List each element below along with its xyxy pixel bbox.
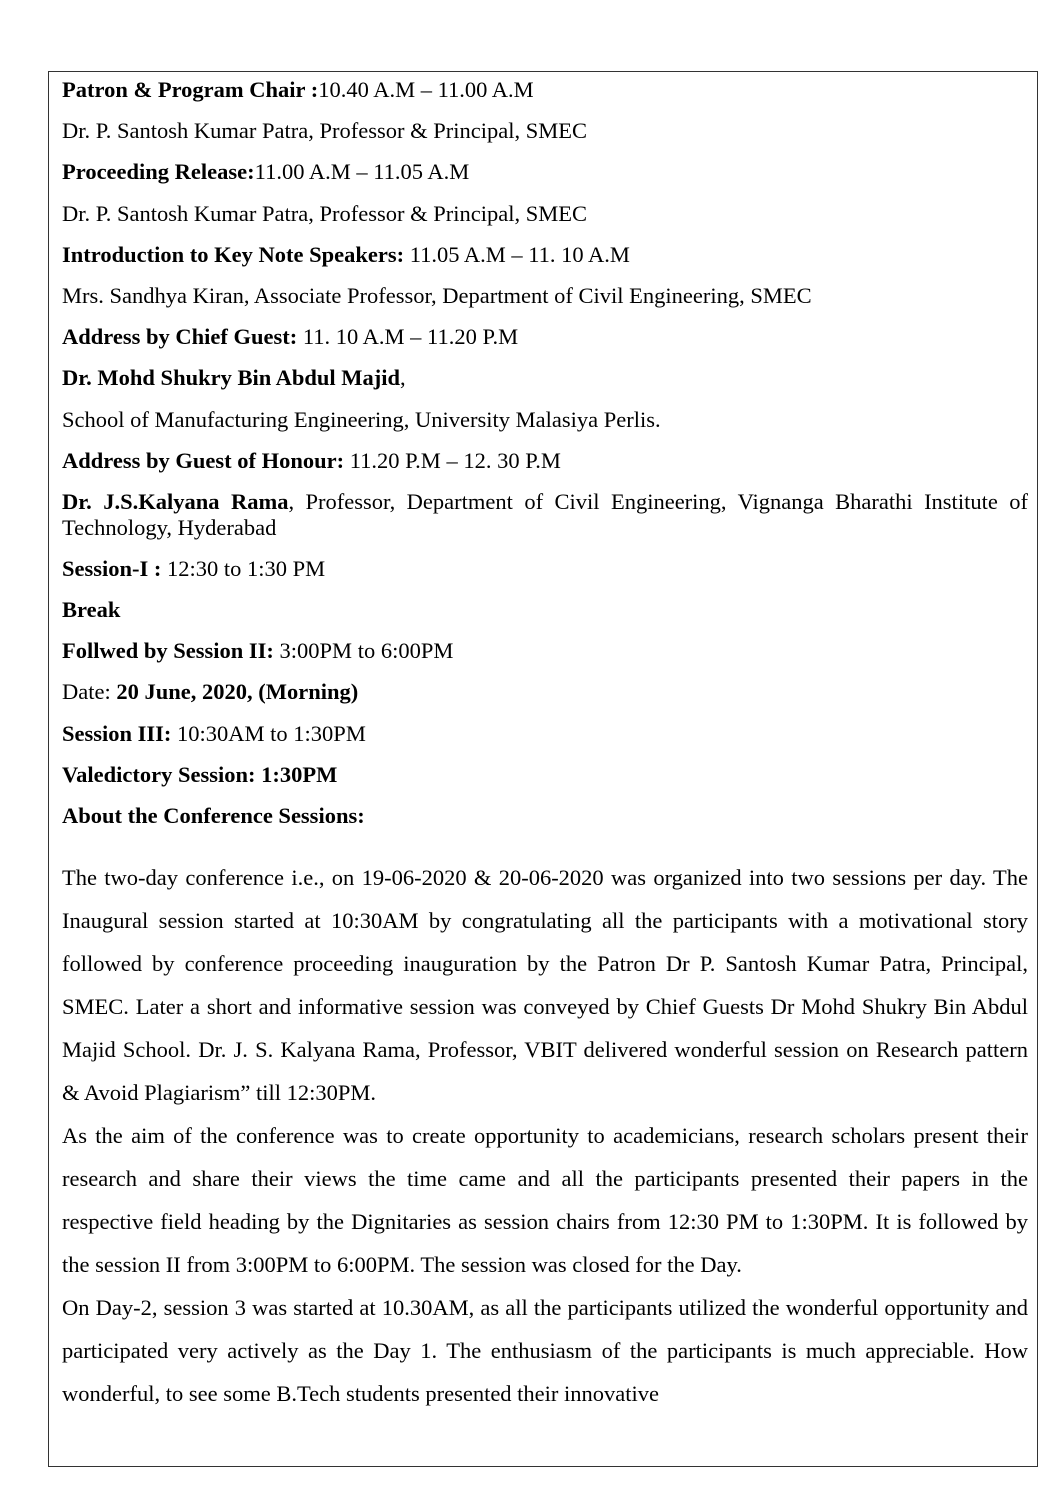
schedule-row-guest-of-honour — [62, 448, 1028, 489]
chief-guest-name-row — [62, 365, 1028, 406]
schedule-row-session-1 — [62, 556, 1028, 597]
chief-name-suffix: , — [400, 365, 406, 391]
proceeding-label: Proceeding Release: — [62, 159, 255, 185]
schedule-row-session-2 — [62, 638, 1028, 679]
session1-time: 12:30 to 1:30 PM — [161, 555, 326, 581]
schedule-row-chief-guest — [62, 324, 1028, 365]
intro-time: 11.05 A.M – 11. 10 A.M — [404, 241, 630, 267]
honour-affiliation: , Professor, Department of Civil Engineering, Vignanga Bharathi Institute of Technology, Hyderabad — [62, 488, 1028, 540]
patron-time: 10.40 A.M – 11.00 A.M — [318, 77, 534, 102]
about-paragraph-3: On Day-2, session 3 was started at 10.30AM, as all the participants utilized the wonderful opportunity and participated very actively as the Day 1. The enthusiasm of the participants is much appreciable. How wonderful, to see some B.Tech students presented their innovative — [62, 1295, 1028, 1406]
session3-label: Session III: — [62, 720, 172, 746]
honour-label: Address by Guest of Honour: — [62, 447, 345, 473]
chief-name: Dr. Mohd Shukry Bin Abdul Majid — [62, 365, 401, 391]
page-frame — [48, 71, 1038, 1467]
session1-label: Session-I : — [62, 555, 162, 581]
about-paragraph-1: The two-day conference i.e., on 19-06-2020 & 20-06-2020 was organized into two sessions per day. The Inaugural session started at 10:30AM by congratulating all the participants with a motivational story followed by conference proceeding inauguration by the Patron Dr P. Santosh Kumar Patra, Principal, SMEC. Later a short and informative session was conveyed by Chief Guests Dr Mohd Shukry Bin Abdul Majid School. Dr. J. S. Kalyana Rama, Professor, VBIT delivered wonderful session on Research pattern & Avoid Plagiarism” till 12:30PM. — [62, 865, 1028, 1105]
valedictory-session: Valedictory Session: 1:30PM — [62, 761, 338, 787]
session2-label: Follwed by Session II: — [62, 638, 274, 664]
chief-label: Address by Chief Guest: — [62, 324, 298, 350]
about-heading: About the Conference Sessions: — [62, 803, 365, 828]
schedule-row-patron — [62, 77, 1028, 118]
patron-label: Patron & Program Chair : — [62, 77, 319, 102]
guest-of-honour-details — [62, 489, 1028, 541]
proceeding-time: 11.00 A.M – 11.05 A.M — [254, 159, 470, 185]
patron-person: Dr. P. Santosh Kumar Patra, Professor & Principal, SMEC — [62, 118, 587, 144]
schedule-row-date — [62, 679, 1028, 720]
schedule — [62, 77, 1028, 844]
date-value: 20 June, 2020, (Morning) — [116, 679, 359, 705]
chief-affiliation: School of Manufacturing Engineering, University Malasiya Perlis. — [62, 406, 661, 432]
proceeding-person: Dr. P. Santosh Kumar Patra, Professor & Principal, SMEC — [62, 200, 587, 226]
schedule-row-intro — [62, 242, 1028, 283]
intro-person: Mrs. Sandhya Kiran, Associate Professor, Department of Civil Engineering, SMEC — [62, 282, 812, 308]
honour-name: Dr. J.S.Kalyana Rama — [62, 488, 289, 514]
honour-time: 11.20 P.M – 12. 30 P.M — [344, 447, 561, 473]
break-label: Break — [62, 597, 121, 623]
about-sessions — [62, 856, 1028, 1415]
about-paragraph-2: As the aim of the conference was to create opportunity to academicians, research scholars present their research and share their views the time came and all the participants presented their papers in the respective field heading by the Dignitaries as session chairs from 12:30 PM to 1:30PM. It is followed by the session II from 3:00PM to 6:00PM. The session was closed for the Day. — [62, 1123, 1028, 1277]
session3-time: 10:30AM to 1:30PM — [171, 720, 366, 746]
chief-time: 11. 10 A.M – 11.20 P.M — [297, 324, 519, 350]
schedule-row-session-3 — [62, 721, 1028, 762]
session2-time: 3:00PM to 6:00PM — [273, 638, 454, 664]
schedule-row-proceeding — [62, 159, 1028, 200]
date-label: Date: — [62, 679, 117, 705]
intro-label: Introduction to Key Note Speakers: — [62, 241, 405, 267]
